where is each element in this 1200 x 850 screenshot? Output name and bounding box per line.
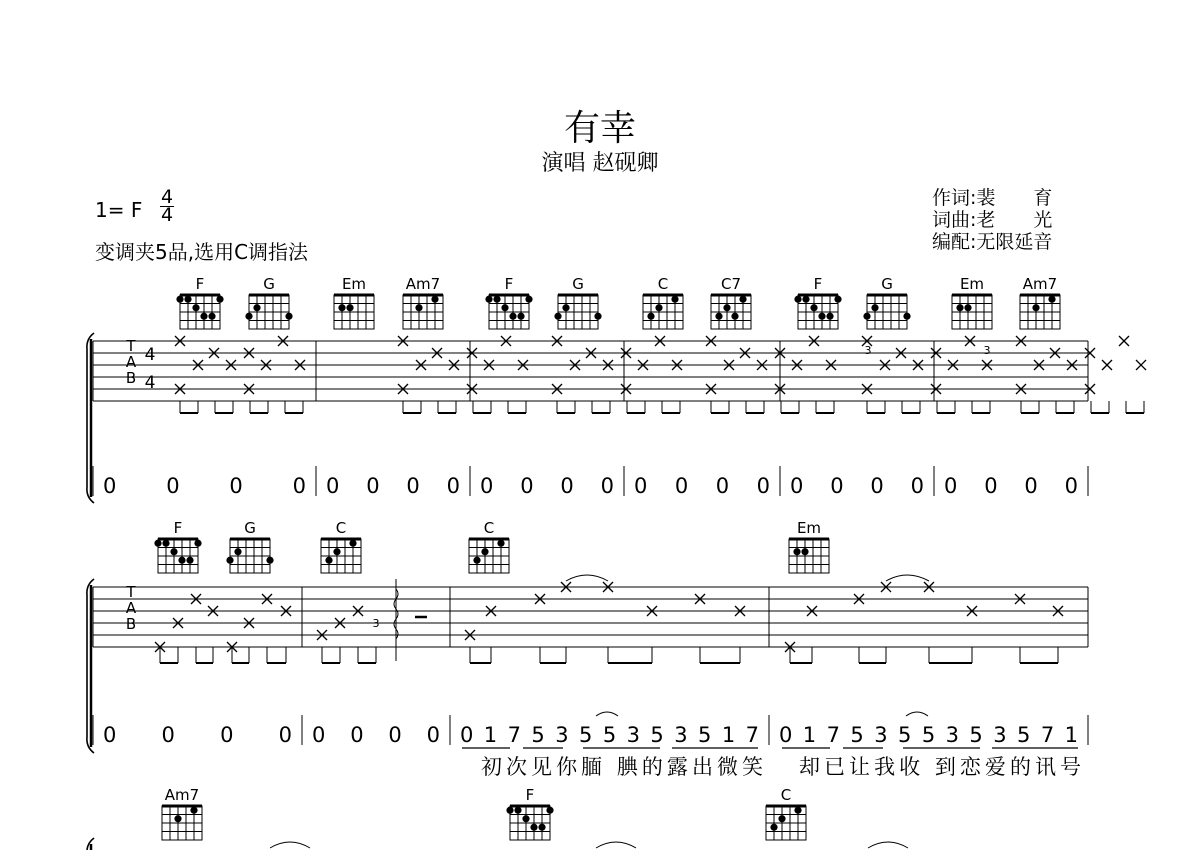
chord-diagram [226,539,273,573]
tab-clef-letter: A [125,353,137,371]
chord-diagram [162,806,202,840]
chord-name: C [780,786,792,804]
finger-dot [731,313,738,320]
chord-name: F [173,519,183,537]
arranger-credit: 编配:无限延音 [932,231,1053,253]
numbered-notation-bar: 0 0 0 0 [634,474,770,498]
chord-diagram [863,295,910,329]
tab-clef-letter: B [125,615,137,633]
numbered-notation-bar: 0 0 0 0 [480,474,614,498]
finger-dot [546,807,553,814]
tab-clef-letter: T [126,337,136,355]
numbered-notation-bar: 0 1 7 5 3 5 5 3 5 3 5 7 1 [779,723,1078,747]
finger-dot [346,304,353,311]
chord-diagram [403,295,443,329]
finger-dot [594,313,601,320]
finger-dot [671,296,678,303]
triplet-marker: 3 [983,344,991,357]
finger-dot [778,815,785,822]
chord-name: G [881,275,893,293]
chord-name: C [335,519,347,537]
chord-diagram [1020,295,1060,329]
chord-diagram [506,806,553,840]
finger-dot [325,557,332,564]
chord-diagram [154,539,201,573]
finger-dot [473,557,480,564]
finger-dot [162,540,169,547]
finger-dot [501,304,508,311]
chord-name: G [244,519,256,537]
finger-dot [770,824,777,831]
chord-diagram [766,806,806,840]
finger-dot [333,548,340,555]
finger-dot [863,313,870,320]
chord-diagram [711,295,751,329]
finger-dot [514,807,521,814]
finger-dot [715,313,722,320]
chord-diagram [554,295,601,329]
finger-dot [525,296,532,303]
finger-dot [285,313,292,320]
key-signature: 1= F [95,198,143,222]
melody-tie [596,712,618,716]
chord-name: Em [341,275,367,293]
tie-arc [566,575,608,581]
tie-arc [596,842,636,848]
finger-dot [266,557,273,564]
finger-dot [903,313,910,320]
chord-diagram [952,295,992,329]
numbered-notation-bar: 0 0 0 0 [944,474,1078,498]
tab-clef-letter: B [125,369,137,387]
chord-diagram [485,295,532,329]
song-title: 有幸 [563,108,636,149]
finger-dot [481,548,488,555]
finger-dot [538,824,545,831]
tie-arc [868,842,908,848]
numbered-notation-bar: 0 0 0 0 [103,723,292,747]
finger-dot [802,296,809,303]
finger-dot [178,557,185,564]
finger-dot [554,313,561,320]
finger-dot [234,548,241,555]
finger-dot [431,296,438,303]
chord-diagram [321,539,361,573]
chord-name: C7 [720,275,742,293]
chord-name: C [483,519,495,537]
finger-dot [192,304,199,311]
tab-clef-letter: T [126,583,136,601]
tie-arc [270,842,310,848]
chord-diagram [643,295,683,329]
fret-x-mark [1119,336,1129,346]
finger-dot [338,304,345,311]
finger-dot [208,313,215,320]
tab-time-top: 4 [144,345,156,365]
chord-diagram [176,295,223,329]
finger-dot [517,313,524,320]
finger-dot [647,313,654,320]
finger-dot [493,296,500,303]
chord-diagram [789,539,829,573]
song-subtitle: 演唱 赵砚卿 [541,151,659,176]
finger-dot [200,313,207,320]
finger-dot [176,296,183,303]
fret-x-mark [1136,360,1146,370]
chord-name: Em [796,519,822,537]
numbered-notation-bar: 0 0 0 0 [790,474,924,498]
finger-dot [245,313,252,320]
numbered-notation-bar: 0 0 0 0 [326,474,460,498]
triplet-marker: 3 [864,344,872,357]
finger-dot [415,304,422,311]
time-sig-bottom: 4 [160,204,174,226]
finger-dot [1032,304,1039,311]
numbered-notation-bar: 0 0 0 0 [312,723,440,747]
finger-dot [216,296,223,303]
chord-name: Am7 [405,275,441,293]
capo-note: 变调夹5品,选用C调指法 [95,240,309,264]
finger-dot [497,540,504,547]
chord-name: F [525,786,535,804]
finger-dot [723,304,730,311]
chord-name: G [572,275,584,293]
lyric-line: 初次见你腼 腆的露出微笑 [481,755,763,779]
finger-dot [793,548,800,555]
chord-diagram [469,539,509,573]
finger-dot [739,296,746,303]
finger-dot [186,557,193,564]
chord-diagram [334,295,374,329]
finger-dot [826,313,833,320]
tab-time-bottom: 4 [144,373,156,393]
finger-dot [194,540,201,547]
finger-dot [834,296,841,303]
finger-dot [170,548,177,555]
numbered-notation-bar: 0 1 7 5 3 5 5 3 5 3 5 1 7 [460,723,759,747]
chord-name: Am7 [1022,275,1058,293]
finger-dot [1048,296,1055,303]
finger-dot [226,557,233,564]
finger-dot [794,807,801,814]
finger-dot [184,296,191,303]
finger-dot [794,296,801,303]
finger-dot [871,304,878,311]
finger-dot [522,815,529,822]
chord-name: F [504,275,514,293]
finger-dot [810,304,817,311]
finger-dot [655,304,662,311]
finger-dot [509,313,516,320]
chord-name: F [813,275,823,293]
finger-dot [964,304,971,311]
finger-dot [485,296,492,303]
finger-dot [801,548,808,555]
finger-dot [506,807,513,814]
composer-credit: 词曲:老 光 [932,209,1053,231]
melody-tie [906,712,928,716]
finger-dot [253,304,260,311]
finger-dot [956,304,963,311]
chord-diagram [245,295,292,329]
chord-name: F [195,275,205,293]
finger-dot [174,815,181,822]
chord-diagram [794,295,841,329]
numbered-notation-bar: 0 0 0 0 [103,474,306,498]
tie-arc [886,575,929,581]
fret-x-mark [1102,360,1112,370]
finger-dot [818,313,825,320]
chord-name: Em [959,275,985,293]
time-sig-top: 4 [160,186,174,208]
triplet-marker: 3 [372,617,380,630]
chord-name: G [263,275,275,293]
finger-dot [190,807,197,814]
chord-name: Am7 [164,786,200,804]
lyric-line: 却已让我收 到恋爱的讯号 [799,755,1081,779]
finger-dot [562,304,569,311]
tab-clef-letter: A [125,599,137,617]
finger-dot [530,824,537,831]
finger-dot [154,540,161,547]
chord-name: C [657,275,669,293]
finger-dot [349,540,356,547]
lyricist-credit: 作词:裴 育 [932,187,1053,209]
